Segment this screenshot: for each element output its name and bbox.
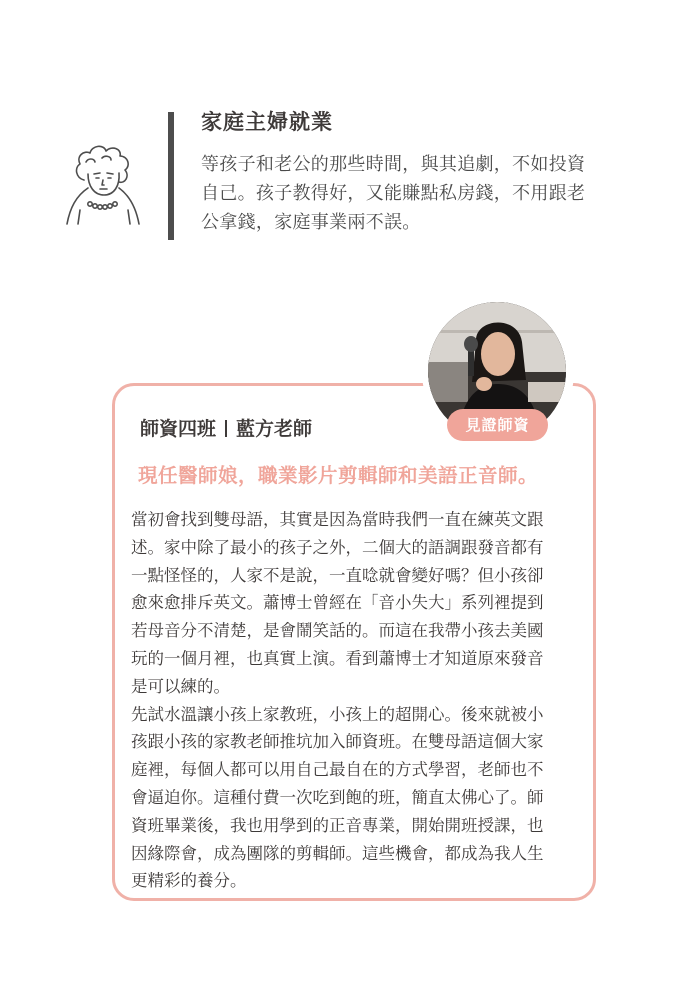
teacher-title <box>140 414 312 441</box>
body-line: 一點怪怪的，人家不是說，一直唸就會變好嗎？但小孩卻 <box>131 565 544 585</box>
body-line: 玩的一個月裡，也真實上演。看到蕭博士才知道原來發音 <box>131 648 544 668</box>
body-line: 更精彩的養分。 <box>131 871 247 891</box>
body-line: 愈來愈排斥英文。蕭博士曾經在「音小失大」系列裡提到 <box>131 593 544 613</box>
housewife-illustration-icon <box>58 140 150 230</box>
body-line: 先試水溫讓小孩上家教班，小孩上的超開心。後來就被小 <box>131 704 544 724</box>
class-name: 師資四班 <box>140 418 217 440</box>
body-line: 因緣際會，成為團隊的剪輯師。這些機會，都成為我人生 <box>131 843 544 863</box>
section-description <box>201 150 621 237</box>
description-line: 等孩子和老公的那些時間，與其追劇，不如投資 <box>201 154 586 175</box>
body-line: 孩跟小孩的家教老師推坑加入師資班。在雙母語這個大家 <box>131 732 544 752</box>
description-line: 公拿錢，家庭事業兩不誤。 <box>201 212 421 233</box>
title-separator <box>225 420 227 437</box>
body-line: 會逼迫你。這種付費一次吃到飽的班，簡直太佛心了。師 <box>131 787 544 807</box>
body-line: 述。家中除了最小的孩子之外，二個大的語調跟發音都有 <box>131 537 544 557</box>
testimonial-badge: 見證師資 <box>447 409 548 441</box>
body-line: 是可以練的。 <box>131 676 230 696</box>
body-line: 資班畢業後，我也用學到的正音專業，開始開班授課，也 <box>131 815 544 835</box>
body-line: 當初會找到雙母語，其實是因為當時我們一直在練英文跟 <box>131 510 544 529</box>
testimonial-body <box>131 506 591 895</box>
section-divider-bar <box>168 112 174 240</box>
teacher-name: 藍方老師 <box>236 418 313 440</box>
teacher-headline: 現任醫師娘，職業影片剪輯師和美語正音師。 <box>138 464 539 487</box>
description-line: 自己。孩子教得好，又能賺點私房錢，不用跟老 <box>201 183 586 204</box>
body-line: 庭裡，每個人都可以用自己最自在的方式學習，老師也不 <box>131 760 544 780</box>
section-title: 家庭主婦就業 <box>201 110 333 134</box>
body-line: 若母音分不清楚，是會鬧笑話的。而這在我帶小孩去美國 <box>131 621 544 641</box>
